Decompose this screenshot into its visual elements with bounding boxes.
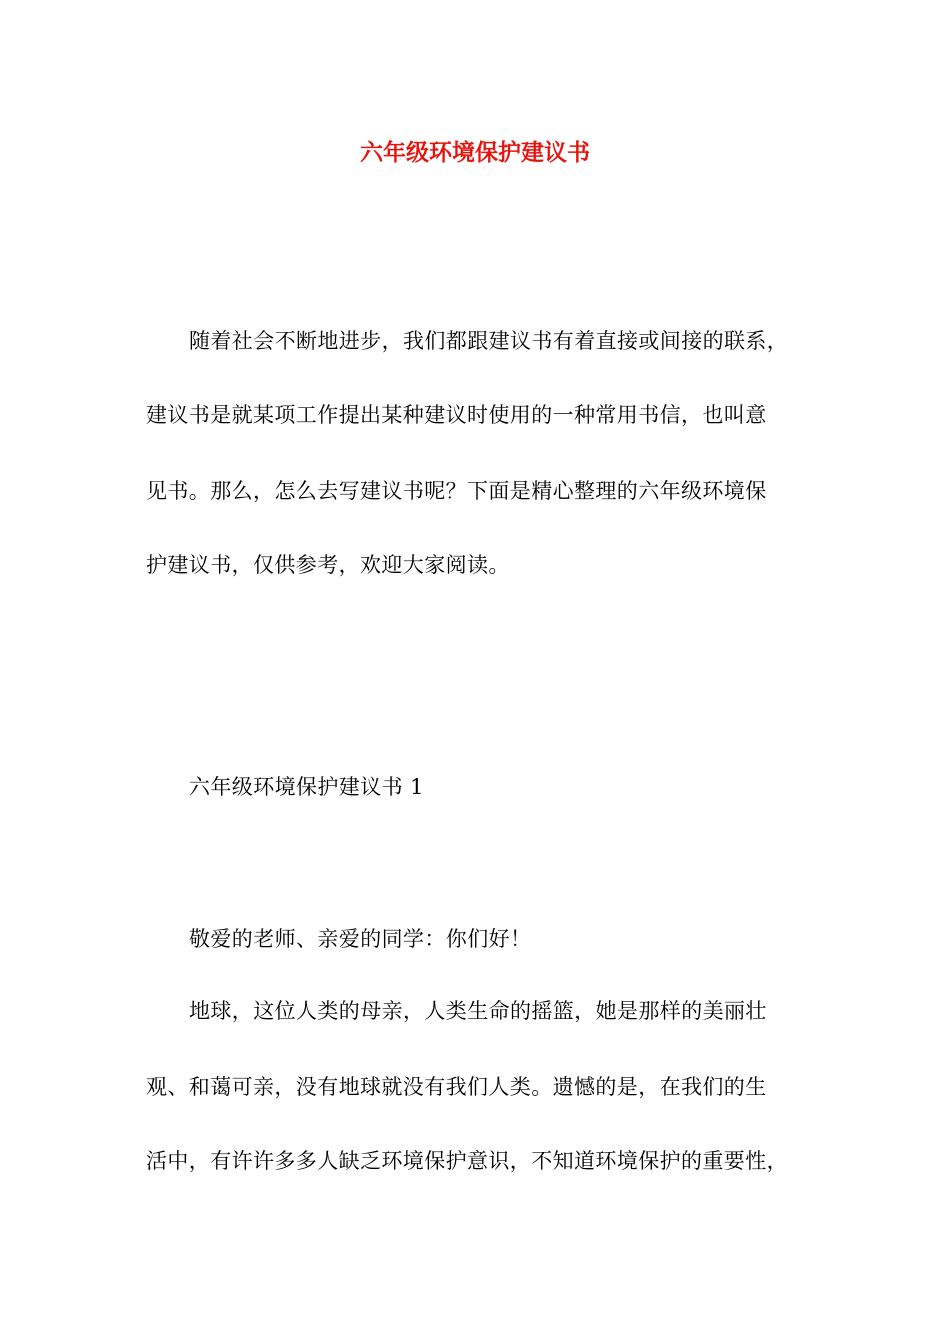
intro-line-4: 护建议书，仅供参考，欢迎大家阅读。 bbox=[146, 553, 510, 577]
greeting: 敬爱的老师、亲爱的同学：你们好！ bbox=[189, 927, 532, 951]
document-title: 六年级环境保护建议书 bbox=[360, 139, 590, 166]
body-line-2: 观、和蔼可亲，没有地球就没有我们人类。遗憾的是，在我们的生 bbox=[146, 1075, 767, 1099]
body-line-1: 地球，这位人类的母亲，人类生命的摇篮，她是那样的美丽壮 bbox=[189, 999, 767, 1023]
intro-line-1: 随着社会不断地进步，我们都跟建议书有着直接或间接的联系， bbox=[189, 329, 789, 353]
section-heading: 六年级环境保护建议书 1 bbox=[189, 775, 424, 799]
body-line-3: 活中，有许许多多人缺乏环境保护意识，不知道环境保护的重要性， bbox=[146, 1149, 788, 1173]
intro-line-3: 见书。那么，怎么去写建议书呢？下面是精心整理的六年级环境保 bbox=[146, 479, 767, 503]
intro-line-2: 建议书是就某项工作提出某种建议时使用的一种常用书信，也叫意 bbox=[146, 403, 767, 427]
